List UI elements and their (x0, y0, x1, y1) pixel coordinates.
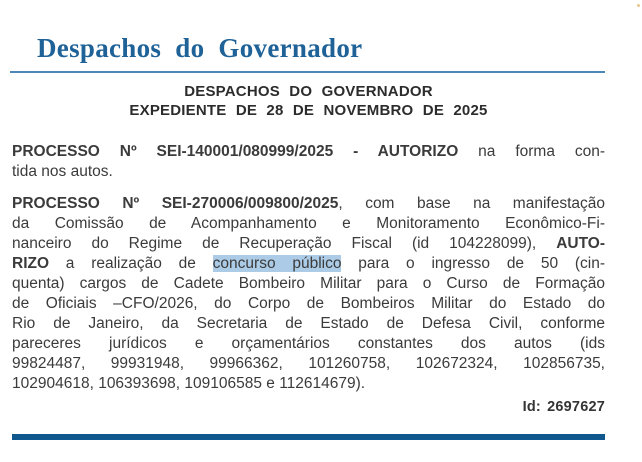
text-run: RIZO (12, 255, 50, 272)
text-line (12, 334, 605, 354)
text-run: pareceres jurídicos e orçamentários constantes dos autos (ids (12, 335, 605, 352)
paragraph (12, 194, 605, 394)
publication-id: Id: 2697627 (522, 399, 605, 415)
text-run: a realização de (49, 255, 213, 272)
text-line (12, 194, 605, 214)
text-run: de Oficiais –CFO/2026, do Corpo de Bombeiros Militar do Estado do (12, 295, 605, 312)
text-run: PROCESSO Nº SEI-140001/080999/2025 - AUTORIZO (12, 143, 459, 160)
text-line (12, 142, 605, 162)
text-run: AUTO- (556, 235, 605, 252)
section-header (12, 82, 605, 120)
text-run: da Comissão de Acompanhamento e Monitoramento Econômico-Fi- (12, 215, 605, 232)
text-run: , com base na manifestação (338, 195, 605, 212)
text-run: para o ingresso de 50 (cin- (341, 255, 605, 272)
text-line (12, 274, 605, 294)
screen-artifact-dot (637, 4, 640, 7)
masthead-title: Despachos do Governador (37, 33, 363, 63)
paragraph (12, 142, 605, 182)
text-line (12, 354, 605, 374)
section-header-line2: EXPEDIENTE DE 28 DE NOVEMBRO DE 2025 (129, 102, 488, 119)
text-run: Rio de Janeiro, da Secretaria de Estado de Defesa Civil, conforme (12, 315, 605, 332)
text-run: 102904618, 106393698, 109106585 e 112614679). (12, 375, 366, 392)
text-run: nanceiro do Regime de Recuperação Fiscal (id 104228099), (12, 235, 557, 252)
highlighted-text: concurso público (212, 255, 342, 272)
text-line (12, 314, 605, 334)
text-line (12, 294, 605, 314)
dispatches-body (12, 142, 605, 406)
text-run: tida nos autos. (12, 163, 113, 180)
masthead-rule (10, 71, 605, 73)
text-line (12, 214, 605, 234)
text-line (12, 254, 605, 274)
section-header-line1: DESPACHOS DO GOVERNADOR (184, 83, 433, 100)
text-line (12, 162, 605, 182)
text-run: quenta) cargos de Cadete Bombeiro Militar para o Curso de Formação (12, 275, 605, 292)
text-line (12, 374, 605, 394)
text-run: 99824487, 99931948, 99966362, 101260758, 102672324, 102856735, (12, 355, 605, 372)
text-run: PROCESSO Nº SEI-270006/009800/2025 (12, 195, 339, 212)
text-line (12, 234, 605, 254)
footer-divider-bar (12, 434, 605, 440)
text-run: na forma con- (458, 143, 605, 160)
